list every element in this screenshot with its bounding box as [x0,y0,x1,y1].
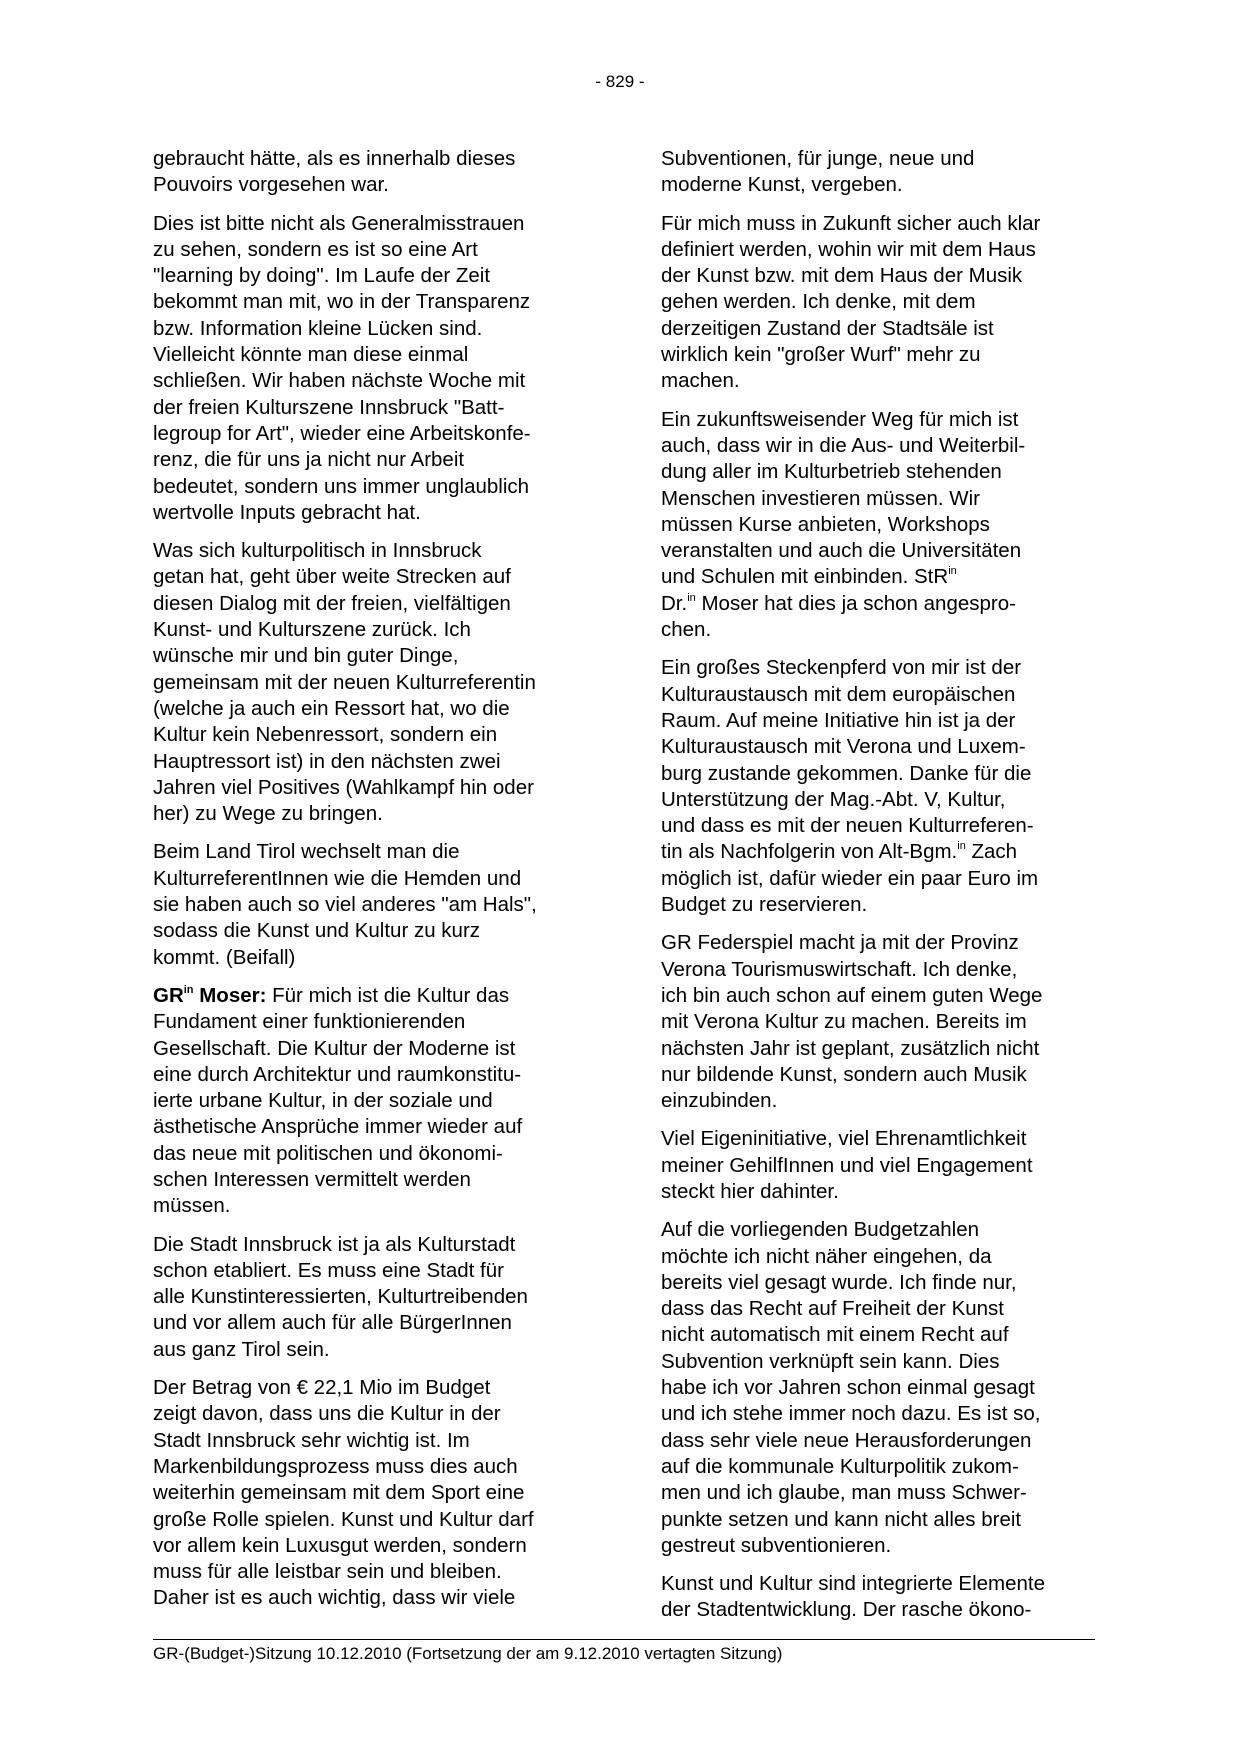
text-line: dass sehr viele neue Herausforderungen [661,1428,1032,1452]
paragraph [661,146,1101,199]
text-line: habe ich vor Jahren schon einmal gesagt [661,1376,1035,1400]
text-line: Jahren viel Positives (Wahlkampf hin oder [153,775,534,799]
text-line: bekommt man mit, wo in der Transparenz [153,290,531,314]
paragraph [153,211,593,527]
text-line: (welche ja auch ein Ressort hat, wo die [153,696,510,720]
left-column [153,146,593,1624]
text-line: Hauptressort ist) in den nächsten zwei [153,749,501,773]
text-line: renz, die für uns ja nicht nur Arbeit [153,448,465,472]
text-line: Pouvoirs vorgesehen war. [153,173,389,197]
text-line: und ich stehe immer noch dazu. Es ist so, [661,1402,1041,1426]
text-line: das neue mit politischen und ökonomi- [153,1141,503,1165]
text-line: nächsten Jahr ist geplant, zusätzlich nicht [661,1036,1040,1060]
text-line: ierte urbane Kultur, in der soziale und [153,1089,493,1113]
text-line: Subventionen, für junge, neue und [661,147,975,170]
text-line: Fundament einer funktionierenden [153,1010,466,1034]
text-line: bzw. Information kleine Lücken sind. [153,316,483,340]
text-line: men und ich glaube, man muss Schwer- [661,1481,1027,1505]
text-line: gebraucht hätte, als es innerhalb dieses [153,147,516,170]
text-line: Vielleicht könnte man diese einmal [153,343,469,367]
text-line: burg zustande gekommen. Danke für die [661,761,1032,785]
text-line: bedeutet, sondern uns immer unglaublich [153,474,530,498]
text-line: Kultur kein Nebenressort, sondern ein [153,723,498,747]
paragraph [153,146,593,199]
text-line: der Kunst bzw. mit dem Haus der Musik [661,264,1023,288]
text-line: möglich ist, dafür wieder ein paar Euro im [661,866,1039,890]
text-line: Budget zu reservieren. [661,893,868,917]
paragraph-speaker-moser: $GR^{in}$ Moser: Für mich ist die Kultur das Fundament einer funktionierenden Gesellschaft. Die Kultur der Moderne ist eine durch Architektur und raumkonstitu- ierte urbane Kultur, in der soziale und ästhetische Ansprüche immer wieder auf das neue mit politischen und ökonomi- schen Interessen vermittelt werden müssen. [153,983,523,1218]
text-line: punkte setzen und kann nicht alles breit [661,1507,1022,1531]
paragraph [661,930,1101,1114]
text-line: gemeinsam mit der neuen Kulturreferentin [153,670,536,694]
text-line: Beim Land Tirol wechselt man die [153,840,460,864]
text-line: machen. [661,369,740,393]
text-line: diesen Dialog mit der freien, vielfältigen [153,591,511,615]
text-line: auch, dass wir in die Aus- und Weiterbil- [661,433,1026,457]
text-line: Verona Tourismuswirtschaft. Ich denke, [661,957,1018,981]
text-line: Der Betrag von € 22,1 Mio im Budget [153,1376,491,1400]
right-column [661,146,1101,1636]
text-line: gehen werden. Ich denke, mit dem [661,290,976,314]
text-line: zeigt davon, dass uns die Kultur in der [153,1402,501,1426]
text-line: müssen Kurse anbieten, Workshops [661,512,990,536]
speaker-label: $GR^{in}$ Moser: [153,983,267,1007]
footer-divider [153,1639,1095,1640]
text-line: steckt hier dahinter. [661,1179,839,1203]
text-line: nicht automatisch mit einem Recht auf [661,1323,1009,1347]
text-line: sie haben auch so viel anderes "am Hals", [153,893,537,917]
text-line: dung aller im Kulturbetrieb stehenden [661,460,1002,484]
text-line: Gesellschaft. Die Kultur der Moderne ist [153,1036,516,1060]
text-line: derzeitigen Zustand der Stadtsäle ist [661,316,994,340]
page-number: - 829 - [595,72,645,91]
text-line: Menschen investieren müssen. Wir [661,486,981,510]
text-line: ästhetische Ansprüche immer wieder auf [153,1115,523,1139]
text-line: sodass die Kunst und Kultur zu kurz [153,919,481,943]
paragraph: Ein großes Steckenpferd von mir ist der Kulturaustausch mit dem europäischen Raum. Auf meine Initiative hin ist ja der Kulturaustausch mit Verona und Luxem- burg zustande gekommen. Danke für die Unterstützung der Mag.-Abt. V, Kultur, und dass es mit der neuen Kulturreferen- tin als Nachfolgerin von Alt-Bgm.$^{in}$ Zach möglich ist, dafür wieder ein paar Euro im Budget zu reservieren. [661,656,1039,917]
text-line: alle Kunstinteressierten, Kulturtreibenden [153,1285,528,1309]
text-line: Stadt Innsbruck sehr wichtig ist. Im [153,1428,470,1452]
paragraph [661,211,1101,395]
text-line: eine durch Architektur und raumkonstitu- [153,1062,522,1086]
text-line: vor allem kein Luxusgut werden, sondern [153,1533,527,1557]
text-line: der Stadtentwicklung. Der rasche ökono- [661,1598,1032,1622]
text-line: moderne Kunst, vergeben. [661,173,903,197]
text-line: Daher ist es auch wichtig, dass wir viele [153,1586,516,1610]
text-line: und vor allem auch für alle BürgerInnen [153,1311,512,1335]
text-line: Auf die vorliegenden Budgetzahlen [661,1218,979,1242]
text-line: Kulturaustausch mit dem europäischen [661,682,1016,706]
text-line: bereits viel gesagt wurde. Ich finde nur, [661,1270,1017,1294]
paragraph: Ein zukunftsweisender Weg für mich ist auch, dass wir in die Aus- und Weiterbil- dung aller im Kulturbetrieb stehenden Menschen investieren müssen. Wir müssen Kurse anbieten, Workshops veranstalten und auch die Universitäten und Schulen mit einbinden. StR$^{in}$ Dr.$^{in}$ Moser hat dies ja schon angespro- chen. [661,407,1026,642]
text-line: kommt. (Beifall) [153,945,296,969]
text-line: Dies ist bitte nicht als Generalmisstrauen [153,211,525,235]
text-line: legroup for Art", wieder eine Arbeitskonfe- [153,421,531,445]
text-line: Raum. Auf meine Initiative hin ist ja der [661,708,1016,732]
paragraph [153,1375,593,1612]
text-line: Was sich kulturpolitisch in Innsbruck [153,539,482,563]
paragraph [153,839,593,970]
text-line: mit Verona Kultur zu machen. Bereits im [661,1010,1027,1034]
text-line: muss für alle leistbar sein und bleiben. [153,1560,502,1584]
text-line: weiterhin gemeinsam mit dem Sport eine [153,1481,525,1505]
text-line: wirklich kein "großer Wurf" mehr zu [661,343,981,367]
text-line: wertvolle Inputs gebracht hat. [153,500,421,524]
text-line: aus ganz Tirol sein. [153,1337,330,1361]
text-line: Die Stadt Innsbruck ist ja als Kulturstadt [153,1232,516,1256]
text-line: GR Federspiel macht ja mit der Provinz [661,931,1019,955]
text-line: meiner GehilfInnen und viel Engagement [661,1153,1033,1177]
text-line: Unterstützung der Mag.-Abt. V, Kultur, [661,787,1006,811]
text-line: gestreut subventionieren. [661,1533,892,1557]
text-line: wünsche mir und bin guter Dinge, [153,644,459,668]
text-line: ich bin auch schon auf einem guten Wege [661,983,1043,1007]
text-line: her) zu Wege zu bringen. [153,802,383,826]
text-line: Viel Eigeninitiative, viel Ehrenamtlichkeit [661,1127,1027,1151]
text-line: Ein großes Steckenpferd von mir ist der [661,656,1022,680]
text-line: nur bildende Kunst, sondern auch Musik [661,1062,1027,1086]
text-line: Ein zukunftsweisender Weg für mich ist [661,407,1019,431]
text-line: Subvention verknüpft sein kann. Dies [661,1349,1000,1373]
text-line: müssen. [153,1194,231,1218]
text-line: auf die kommunale Kulturpolitik zukom- [661,1454,1019,1478]
text-line: Markenbildungsprozess muss dies auch [153,1454,518,1478]
text-line: dass das Recht auf Freiheit der Kunst [661,1297,1004,1321]
text-line: Kunst und Kultur sind integrierte Elemente [661,1572,1046,1596]
text-line: schon etabliert. Es muss eine Stadt für [153,1258,504,1282]
paragraph [153,1232,593,1363]
text-line: schen Interessen vermittelt werden [153,1167,471,1191]
text-line: "learning by doing". Im Laufe der Zeit [153,264,491,288]
paragraph [153,538,593,827]
text-line: große Rolle spielen. Kunst und Kultur darf [153,1507,534,1531]
text-line: schließen. Wir haben nächste Woche mit [153,369,526,393]
text-line: Kulturaustausch mit Verona und Luxem- [661,735,1026,759]
text-line: getan hat, geht über weite Strecken auf [153,565,511,589]
paragraph [661,1126,1101,1205]
text-line: KulturreferentInnen wie die Hemden und [153,866,522,890]
text-line: zu sehen, sondern es ist so eine Art [153,237,478,261]
text-line: Für mich muss in Zukunft sicher auch klar [661,211,1041,235]
text-line: definiert werden, wohin wir mit dem Haus [661,237,1036,261]
text-line: veranstalten und auch die Universitäten [661,539,1022,563]
text-line: einzubinden. [661,1089,778,1113]
text-line: Kunst- und Kulturszene zurück. Ich [153,618,471,642]
text-line: möchte ich nicht näher eingehen, da [661,1244,992,1268]
paragraph [661,1571,1101,1624]
text-line: der freien Kulturszene Innsbruck "Batt- [153,395,505,419]
footer-text: GR-(Budget-)Sitzung 10.12.2010 (Fortsetzung der am 9.12.2010 vertagten Sitzung) [153,1644,783,1663]
text-line: und dass es mit der neuen Kulturreferen- [661,814,1034,838]
paragraph [661,1217,1101,1559]
